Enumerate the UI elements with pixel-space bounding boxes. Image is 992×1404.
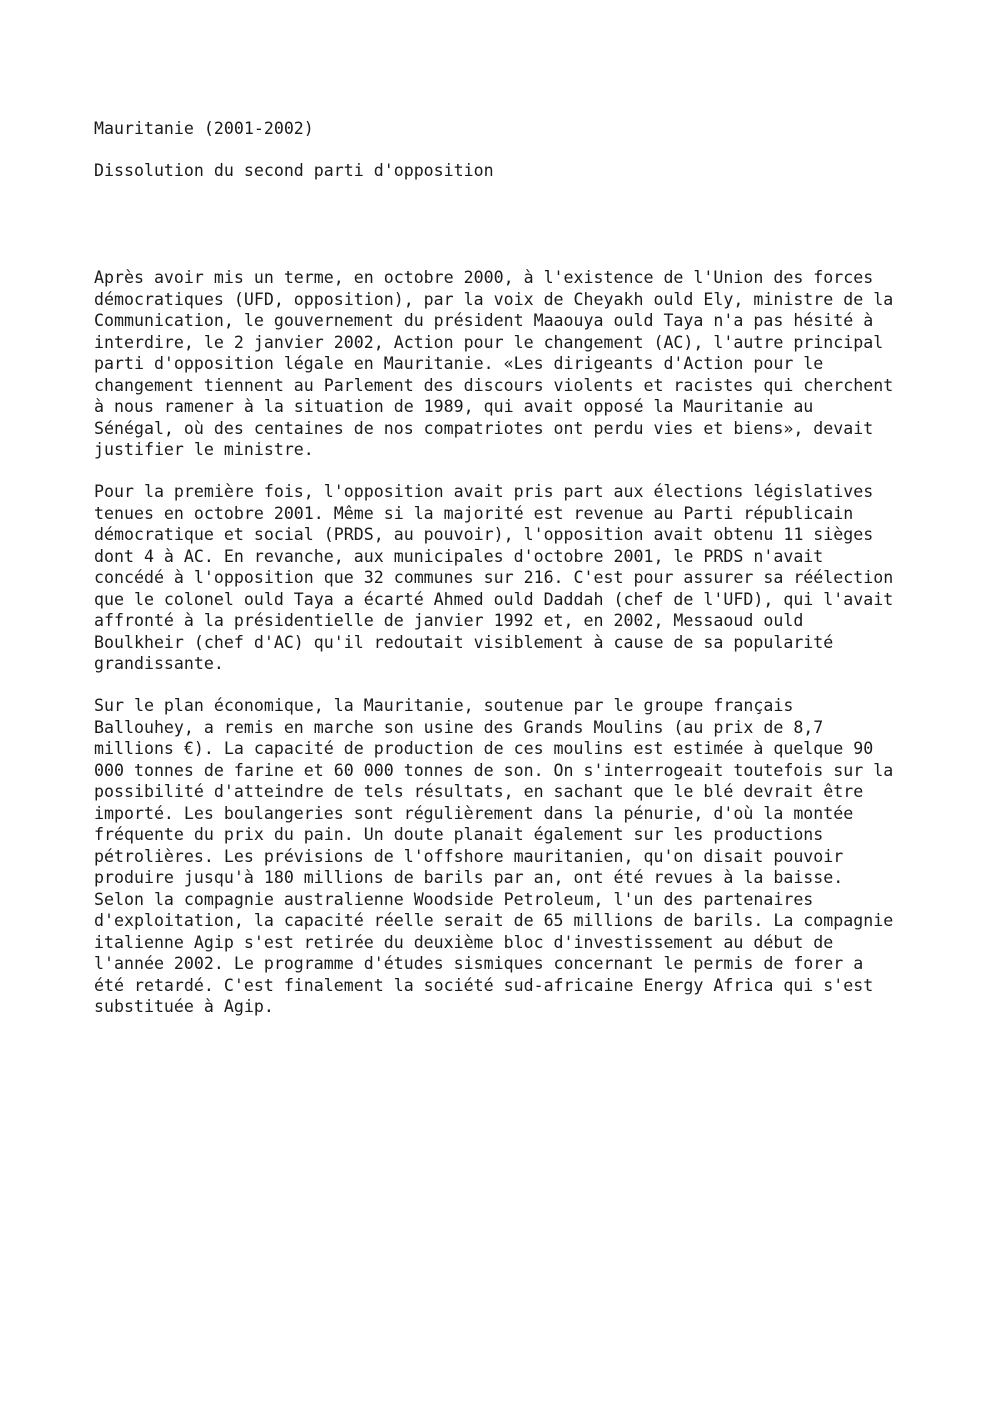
document-title: Mauritanie (2001-2002)	[94, 119, 314, 138]
document-subtitle: Dissolution du second parti d'opposition	[94, 161, 494, 180]
body-paragraph: Sur le plan économique, la Mauritanie, soutenue par le groupe français Ballouhey, a remis en marche son usine des Grands Moulins (au prix de 8,7 millions €). La capacité de production de ces moulins est estimée à quelque 90 000 tonnes de farine et 60 000 tonnes de son. On s'interrogeait toutefois sur la possibilité d'atteindre de tels résultats, en sachant que le blé devrait être importé. Les boulangeries sont régulièrement dans la pénurie, d'où la montée fréquente du prix du pain. Un doute planait également sur les productions pétrolières. Les prévisions de l'offshore mauritanien, qu'on disait pouvoir produire jusqu'à 180 millions de barils par an, ont été revues à la baisse. Selon la compagnie australienne Woodside Petroleum, l'un des partenaires d'exploitation, la capacité réelle serait de 65 millions de barils. La compagnie italienne Agip s'est retirée du deuxième bloc d'investissement au début de l'année 2002. Le programme d'études sismiques concernant le permis de forer a été retardé. C'est finalement la société sud-africaine Energy Africa qui s'est substituée à Agip.	[94, 696, 894, 1016]
body-paragraph: Pour la première fois, l'opposition avait pris part aux élections législatives tenues en octobre 2001. Même si la majorité est revenue au Parti républicain démocratique et social (PRDS, au pouvoir), l'opposition avait obtenu 11 sièges dont 4 à AC. En revanche, aux municipales d'octobre 2001, le PRDS n'avait concédé à l'opposition que 32 communes sur 216. C'est pour assurer sa réélection que le colonel ould Taya a écarté Ahmed ould Daddah (chef de l'UFD), qui l'avait affronté à la présidentielle de janvier 1992 et, en 2002, Messaoud ould Boulkheir (chef d'AC) qu'il redoutait visiblement à cause de sa popularité grandissante.	[94, 482, 894, 673]
body-paragraph: Après avoir mis un terme, en octobre 2000, à l'existence de l'Union des forces démocratiques (UFD, opposition), par la voix de Cheyakh ould Ely, ministre de la Communication, le gouvernement du président Maaouya ould Taya n'a pas hésité à interdire, le 2 janvier 2002, Action pour le changement (AC), l'autre principal parti d'opposition légale en Mauritanie. «Les dirigeants d'Action pour le changement tiennent au Parlement des discours violents et racistes qui cherchent à nous ramener à la situation de 1989, qui avait opposé la Mauritanie au Sénégal, où des centaines de nos compatriotes ont perdu vies et biens», devait justifier le ministre.	[94, 268, 894, 459]
